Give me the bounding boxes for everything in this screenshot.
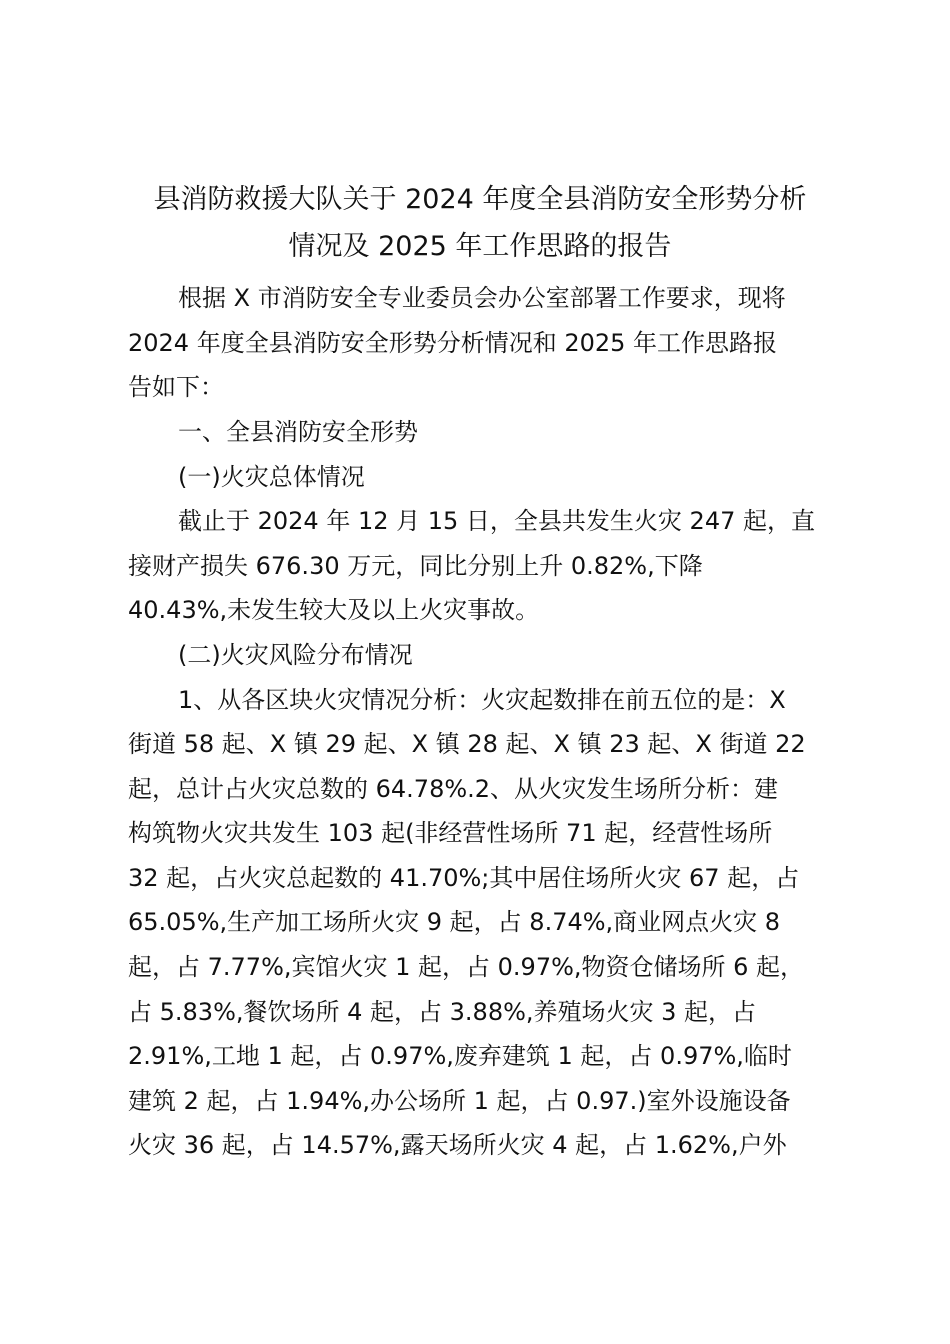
section-heading-1: 一、全县消防安全形势 (178, 418, 418, 446)
paragraph-fire-overview-line-3: 40.43%,未发生较大及以上火灾事故。 (128, 596, 540, 624)
paragraph-risk-line-7: 起，占 7.77%,宾馆火灾 1 起，占 0.97%,物资仓储场所 6 起， (128, 953, 805, 981)
subsection-heading-2: (二)火灾风险分布情况 (178, 641, 413, 669)
paragraph-intro-line-2: 2024 年度全县消防安全形势分析情况和 2025 年工作思路报 (128, 329, 778, 357)
paragraph-risk-line-9: 2.91%,工地 1 起，占 0.97%,废弃建筑 1 起，占 0.97%,临时 (128, 1042, 792, 1070)
paragraph-risk-line-4: 构筑物火灾共发生 103 起(非经营性场所 71 起，经营性场所 (128, 819, 773, 847)
paragraph-risk-line-3: 起，总计占火灾总数的 64.78%.2、从火灾发生场所分析：建 (128, 775, 779, 803)
paragraph-risk-line-1: 1、从各区块火灾情况分析：火灾起数排在前五位的是：X (178, 686, 786, 714)
paragraph-intro-line-1: 根据 X 市消防安全专业委员会办公室部署工作要求，现将 (178, 284, 786, 312)
paragraph-risk-line-6: 65.05%,生产加工场所火灾 9 起，占 8.74%,商业网点火灾 8 (128, 908, 781, 936)
subsection-heading-1: (一)火灾总体情况 (178, 463, 365, 491)
paragraph-fire-overview-line-1: 截止于 2024 年 12 月 15 日，全县共发生火灾 247 起，直 (178, 507, 815, 535)
paragraph-risk-line-10: 建筑 2 起，占 1.94%,办公场所 1 起，占 0.97.)室外设施设备 (128, 1087, 791, 1115)
document-title-line-2: 情况及 2025 年工作思路的报告 (288, 231, 672, 262)
document-title-line-1: 县消防救援大队关于 2024 年度全县消防安全形势分析 (153, 184, 807, 215)
paragraph-risk-line-2: 街道 58 起、X 镇 29 起、X 镇 28 起、X 镇 23 起、X 街道 22 (128, 730, 806, 758)
paragraph-risk-line-11: 火灾 36 起，占 14.57%,露天场所火灾 4 起，占 1.62%,户外 (128, 1131, 787, 1159)
paragraph-risk-line-5: 32 起，占火灾总起数的 41.70%;其中居住场所火灾 67 起，占 (128, 864, 800, 892)
paragraph-intro-line-3: 告如下： (128, 373, 224, 401)
paragraph-fire-overview-line-2: 接财产损失 676.30 万元，同比分别上升 0.82%,下降 (128, 552, 703, 580)
paragraph-risk-line-8: 占 5.83%,餐饮场所 4 起，占 3.88%,养殖场火灾 3 起，占 (128, 998, 757, 1026)
